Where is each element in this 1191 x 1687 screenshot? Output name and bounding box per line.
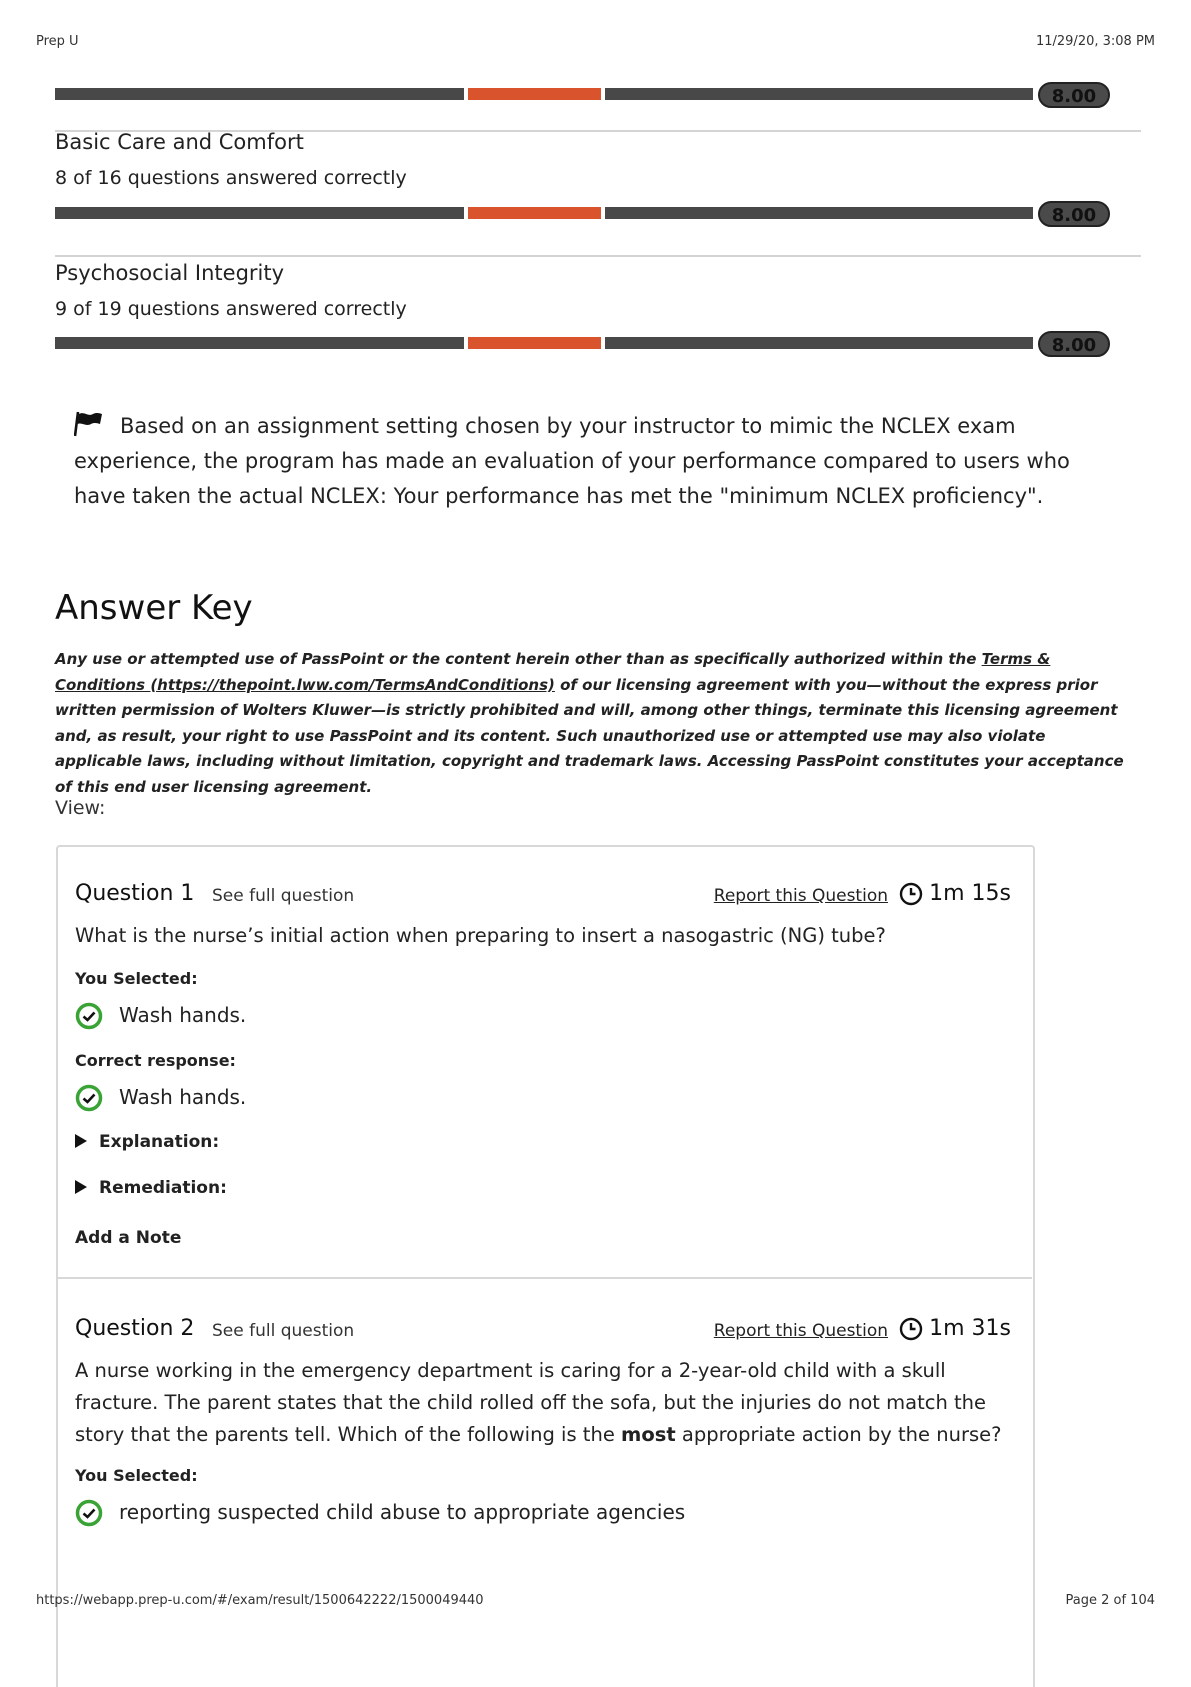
bar-segment-accent (468, 88, 601, 100)
bar-segment-accent (468, 207, 601, 219)
see-full-question-link[interactable]: See full question (212, 886, 355, 906)
question-number: Question 2 (75, 1316, 195, 1341)
category-subtitle: 8 of 16 questions answered correctly (55, 167, 407, 189)
answer-key-title: Answer Key (55, 588, 253, 628)
bar-segment (55, 88, 464, 100)
bar-segment (55, 207, 464, 219)
terms-link[interactable]: Terms & Conditions (https://thepoint.lww.com/TermsAndConditions) (55, 650, 1051, 694)
clock-icon (899, 882, 923, 906)
question-text-part: appropriate action by the nurse? (675, 1423, 1002, 1446)
print-header-datetime: 11/29/20, 3:08 PM (1035, 34, 1155, 49)
category-subtitle: 9 of 19 questions answered correctly (55, 298, 407, 320)
bar-segment (605, 207, 1033, 219)
notice-text: Based on an assignment setting chosen by your instructor to mimic the NCLEX exam experience, the program has made an evaluation of your performance compared to users who have taken the actual NCLEX: Your performance has met the "minimum NCLEX proficiency". (74, 414, 1070, 508)
divider (55, 255, 1141, 257)
question-divider (57, 1277, 1032, 1279)
legal-text: Any use or attempted use of PassPoint or the content herein other than as specifically authorized within the (55, 650, 982, 668)
remediation-toggle[interactable] (75, 1178, 227, 1198)
question-header (75, 881, 1011, 911)
category-score-bar (55, 204, 1110, 230)
caret-right-icon (75, 1180, 87, 1194)
check-circle-icon (75, 1084, 103, 1112)
print-header-title: Prep U (36, 34, 79, 49)
answer-text: reporting suspected child abuse to appropriate agencies (119, 1500, 686, 1524)
score-badge: 8.00 (1038, 201, 1110, 227)
correct-response-label: Correct response: (75, 1051, 236, 1070)
print-footer-url: https://webapp.prep-u.com/#/exam/result/1500642222/1500049440 (36, 1593, 484, 1608)
score-badge: 8.00 (1038, 331, 1110, 357)
question-text-part: A nurse working in the emergency department is caring for a 2-year-old child with a skull fracture. The parent states that the child rolled off the sofa, but the injuries do not match the story that the parents tell. Which of the following is the (75, 1359, 986, 1446)
explanation-label: Explanation: (99, 1132, 220, 1152)
nclex-proficiency-notice (74, 409, 1114, 514)
question-number: Question 1 (75, 881, 195, 906)
category-title: Basic Care and Comfort (55, 130, 304, 154)
print-footer-page: Page 2 of 104 (1065, 1593, 1155, 1608)
you-selected-label: You Selected: (75, 1466, 198, 1485)
question-text: What is the nurse’s initial action when preparing to insert a nasogastric (NG) tube? (75, 924, 886, 947)
see-full-question-link[interactable]: See full question (212, 1321, 355, 1341)
question-time: 1m 31s (929, 1316, 1011, 1341)
print-footer (36, 1593, 1155, 1613)
bar-segment-accent (468, 337, 601, 349)
explanation-toggle[interactable] (75, 1132, 219, 1152)
answer-text: Wash hands. (119, 1085, 247, 1109)
question-time: 1m 15s (929, 881, 1011, 906)
bar-segment (605, 88, 1033, 100)
caret-right-icon (75, 1134, 87, 1148)
answer-text: Wash hands. (119, 1003, 247, 1027)
you-selected-label: You Selected: (75, 969, 198, 988)
print-header (36, 34, 1155, 54)
clock-icon (899, 1317, 923, 1341)
category-score-bar (55, 85, 1110, 111)
score-badge: 8.00 (1038, 82, 1110, 108)
flag-icon (74, 411, 104, 437)
remediation-label: Remediation: (99, 1178, 227, 1198)
question-header (75, 1316, 1011, 1346)
questions-card (56, 845, 1035, 1687)
bar-segment (55, 337, 464, 349)
check-circle-icon (75, 1002, 103, 1030)
add-note-button[interactable]: Add a Note (75, 1228, 182, 1248)
legal-text: of our licensing agreement with you—without the express prior written permission of Wolters Kluwer—is strictly prohibited and will, among other things, terminate this licensing agreement and, as result, your right to use PassPoint and its content. Such unauthorized use or attempted use may also violate applicable laws, including without limitation, copyright and trademark laws. Accessing PassPoint constitutes your acceptance of this end user licensing agreement. (55, 675, 1124, 796)
view-label: View: (55, 797, 106, 819)
bar-segment (605, 337, 1033, 349)
report-question-link[interactable]: Report this Question (713, 886, 888, 906)
category-score-bar (55, 334, 1110, 360)
report-question-link[interactable]: Report this Question (713, 1321, 888, 1341)
answer-key-legal-notice (55, 647, 1125, 800)
question-text-emphasis: most (621, 1423, 676, 1446)
check-circle-icon (75, 1499, 103, 1527)
question-text (75, 1355, 1015, 1451)
category-title: Psychosocial Integrity (55, 261, 285, 285)
